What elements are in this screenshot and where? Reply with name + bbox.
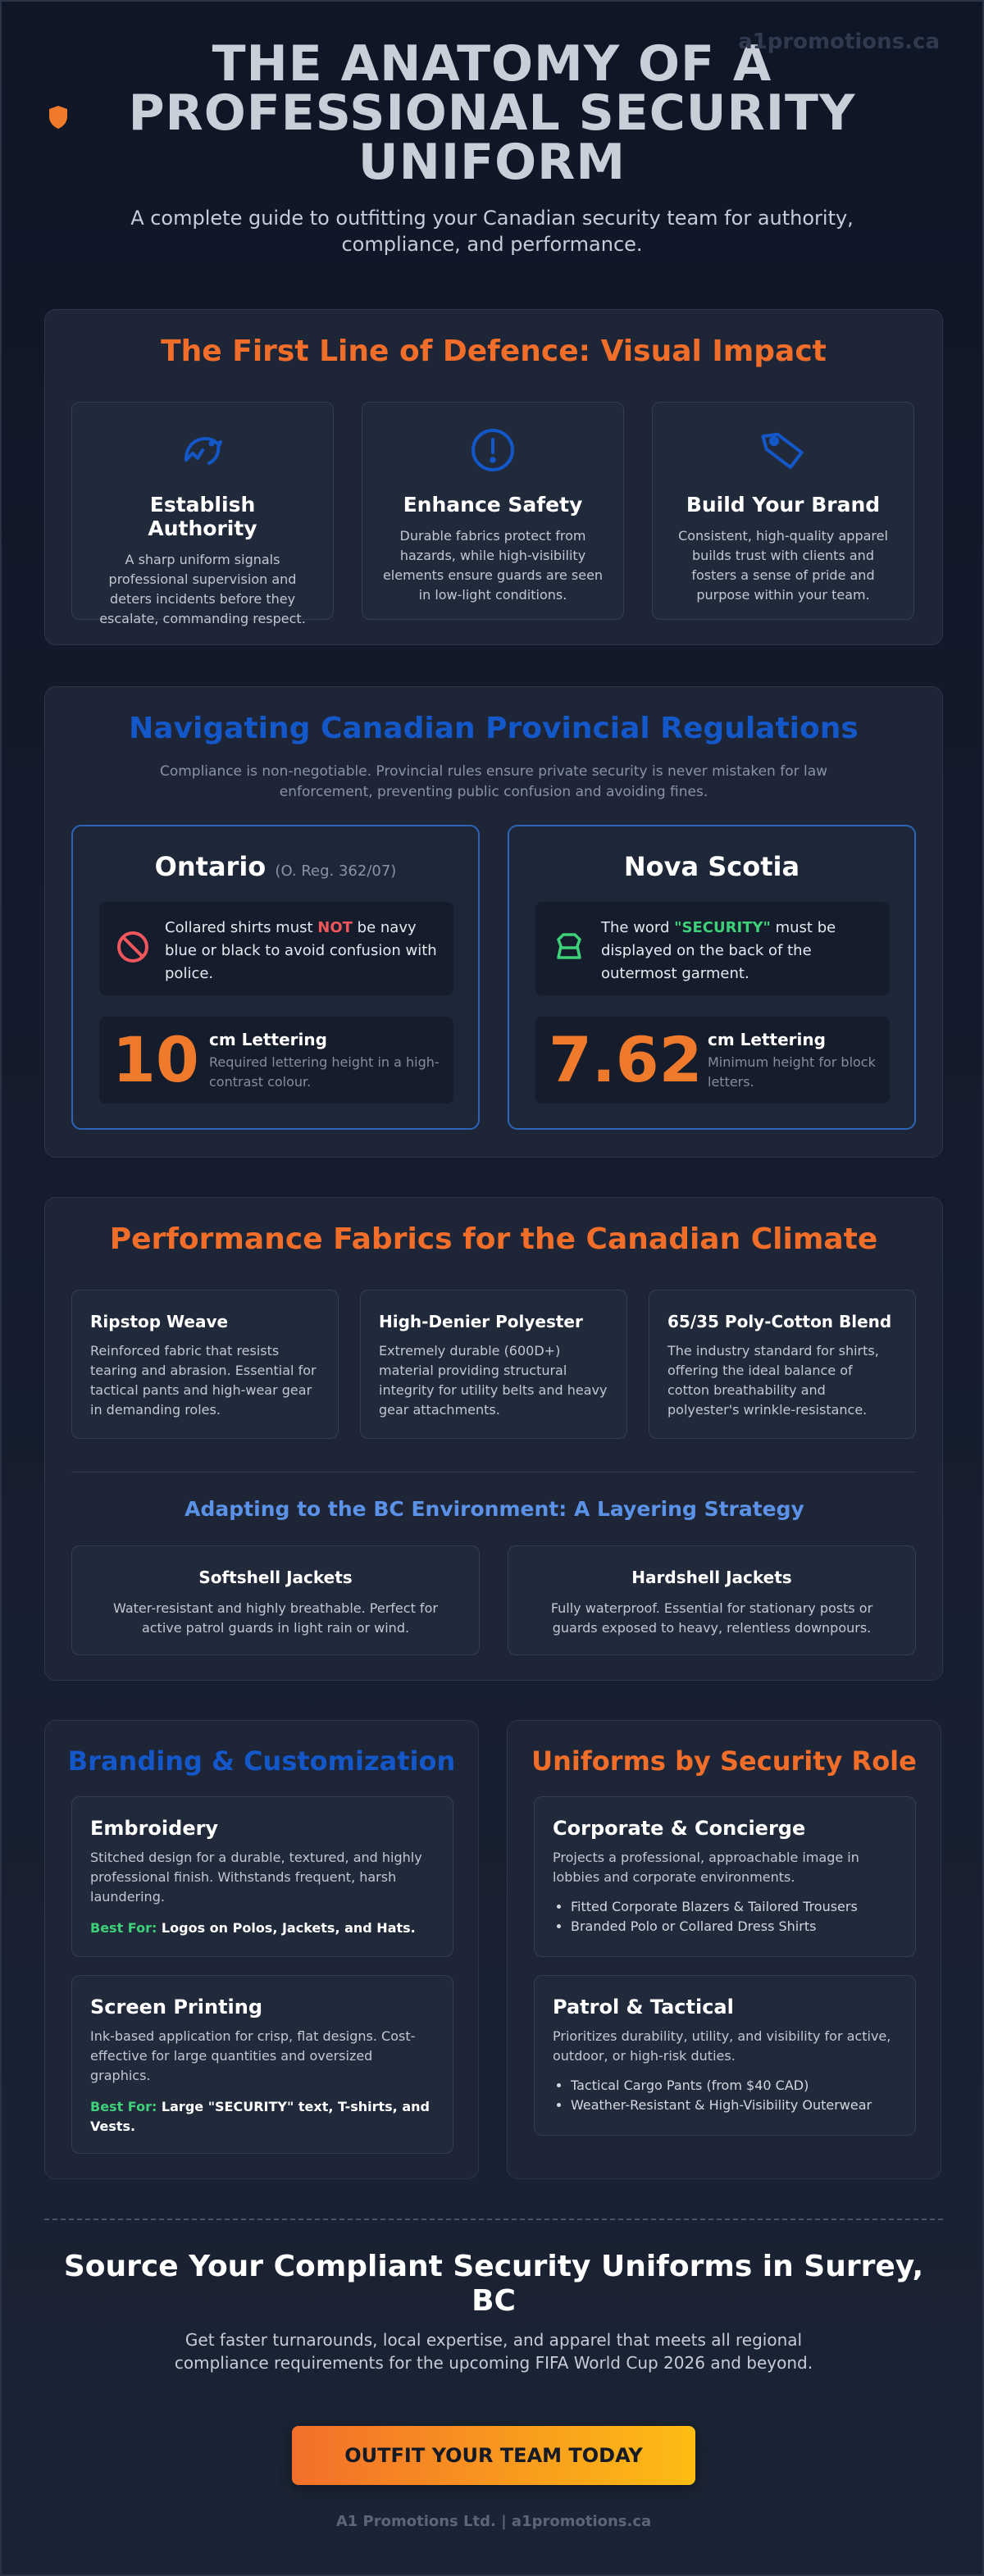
- page-subtitle: A complete guide to outfitting your Canadian security team for authority, compliance, and performance.: [130, 207, 854, 256]
- layer-title: Softshell Jackets: [198, 1568, 353, 1587]
- feature-card-authority: [71, 402, 334, 626]
- layer-text: Fully waterproof. Essential for stationary posts or guards exposed to heavy, relentless downpours.: [550, 1600, 873, 1636]
- role-list: [553, 2076, 897, 2115]
- option-text: Ink-based application for crisp, flat designs. Cost-effective for large quantities and oversized graphics.: [90, 2028, 416, 2083]
- rule-emphasis: "SECURITY": [674, 919, 771, 936]
- outfit-team-button[interactable]: OUTFIT YOUR TEAM TODAY: [292, 2426, 695, 2485]
- role-text: Projects a professional, approachable image in lobbies and corporate environments.: [553, 1850, 859, 1885]
- page-title: THE ANATOMY OF A PROFESSIONAL SECURITY UNIFORM: [128, 35, 856, 191]
- bird-icon: [178, 426, 227, 475]
- feature-title: Build Your Brand: [686, 493, 881, 517]
- feature-card-safety: [362, 402, 624, 620]
- feature-title: Establish Authority: [148, 493, 257, 540]
- role-text: Prioritizes durability, utility, and visibility for active, outdoor, or high-risk duties.: [553, 2028, 891, 2064]
- watermark: a1promotions.ca: [738, 30, 940, 54]
- fabric-text: Extremely durable (600D+) material providing structural integrity for utility belts and heavy gear attachments.: [379, 1343, 608, 1418]
- role-card-patrol: [534, 1975, 916, 2136]
- section-title-roles: Uniforms by Security Role: [531, 1745, 917, 1777]
- option-title: Embroidery: [90, 1817, 219, 1840]
- stat-box: [535, 1017, 890, 1104]
- province-card-ontario: [71, 825, 480, 1130]
- cta-title: Source Your Compliant Security Uniforms in Surrey, BC: [63, 2250, 924, 2318]
- prohibited-icon: [116, 930, 150, 964]
- rule-box: Collared shirts must NOT be navy blue or black to avoid confusion with police.: [99, 902, 453, 995]
- province-card-nova-scotia: [508, 825, 916, 1130]
- rule-box: The word "SECURITY" must be displayed on the back of the outermost garment.: [535, 902, 890, 995]
- feature-text: A sharp uniform signals professional supervision and deters incidents before they escalate, commanding respect.: [99, 552, 306, 626]
- option-title: Screen Printing: [90, 1996, 263, 2018]
- role-title: Corporate & Concierge: [553, 1817, 806, 1840]
- list-item: • Fitted Corporate Blazers & Tailored Trousers: [571, 1897, 897, 1917]
- stat-value: 7.62: [549, 1023, 703, 1096]
- fabric-title: Ripstop Weave: [90, 1312, 229, 1331]
- layer-title: Hardshell Jackets: [631, 1568, 792, 1587]
- layer-card-hardshell: [508, 1545, 916, 1655]
- tag-icon: [758, 426, 808, 475]
- fabric-title: 65/35 Poly-Cotton Blend: [667, 1312, 892, 1331]
- shield-icon: [48, 105, 69, 130]
- footer-credit: A1 Promotions Ltd. | a1promotions.ca: [335, 2513, 652, 2530]
- section-title-fabrics: Performance Fabrics for the Canadian Climate: [109, 1222, 878, 1256]
- list-item: • Weather-Resistant & High-Visibility Outerwear: [571, 2096, 897, 2115]
- regulations-lead: Compliance is non-negotiable. Provincial rules ensure private security is never mistaken for law enforcement, preventing public confusion and avoiding fines.: [159, 763, 828, 800]
- fabric-text: The industry standard for shirts, offering the ideal balance of cotton breathability and polyester's wrinkle-resistance.: [667, 1343, 879, 1418]
- option-text: Stitched design for a durable, textured, and highly professional finish. Withstands frequent, harsh laundering.: [90, 1850, 422, 1905]
- province-name: Nova Scotia: [623, 851, 800, 882]
- list-item: • Tactical Cargo Pants (from $40 CAD): [571, 2076, 897, 2096]
- fabric-card-poly-cotton: [649, 1290, 916, 1439]
- role-list: [553, 1897, 897, 1937]
- fabric-text: Reinforced fabric that resists tearing and abrasion. Essential for tactical pants and high-wear gear in demanding roles.: [90, 1343, 317, 1418]
- option-best-for: Best For: Logos on Polos, Jackets, and Hats.: [90, 1920, 416, 1936]
- rule-emphasis: NOT: [317, 919, 353, 936]
- role-card-corporate: [534, 1796, 916, 1957]
- list-item: • Branded Polo or Collared Dress Shirts: [571, 1917, 897, 1937]
- fabric-card-polyester: [360, 1290, 627, 1439]
- section-title-regulations: Navigating Canadian Provincial Regulations: [129, 712, 859, 745]
- fabric-card-ripstop: [71, 1290, 339, 1439]
- stat-description: Required lettering height in a high-contrast colour.: [209, 1054, 440, 1090]
- vest-icon: [552, 930, 586, 964]
- option-card-screen-printing: [71, 1975, 453, 2154]
- fabric-title: High-Denier Polyester: [379, 1312, 583, 1331]
- stat-label: cm Lettering: [708, 1030, 826, 1049]
- feature-card-brand: [652, 402, 914, 620]
- fabrics-section: [44, 1197, 943, 1681]
- cta-text: Get faster turnarounds, local expertise, and apparel that meets all regional compliance requirements for the upcoming FIFA World Cup 2026 and beyond.: [174, 2330, 813, 2373]
- section-title-branding: Branding & Customization: [67, 1745, 456, 1777]
- branding-section: [44, 1720, 479, 2179]
- feature-title: Enhance Safety: [403, 493, 583, 517]
- roles-section: [507, 1720, 941, 2179]
- option-card-embroidery: [71, 1796, 453, 1957]
- option-best-for: Best For: Large "SECURITY" text, T-shirts, and Vests.: [90, 2099, 430, 2134]
- stat-value: 10: [112, 1023, 199, 1096]
- layer-text: Water-resistant and highly breathable. Perfect for active patrol guards in light rain or wind.: [113, 1600, 438, 1636]
- feature-text: Consistent, high-quality apparel builds trust with clients and fosters a sense of pride and purpose within your team.: [678, 528, 888, 603]
- role-title: Patrol & Tactical: [553, 1996, 734, 2018]
- layering-title: Adapting to the BC Environment: A Layering Strategy: [184, 1497, 804, 1521]
- regulations-section: [44, 686, 943, 1158]
- dashed-divider: [44, 2219, 943, 2220]
- layer-card-softshell: [71, 1545, 480, 1655]
- province-name: Ontario (O. Reg. 362/07): [154, 851, 397, 882]
- regulation-reference: (O. Reg. 362/07): [275, 862, 397, 880]
- visual-impact-section: [44, 309, 943, 645]
- section-title-visual-impact: The First Line of Defence: Visual Impact: [161, 335, 827, 368]
- alert-circle-icon: [468, 426, 517, 475]
- stat-description: Minimum height for block letters.: [708, 1054, 876, 1090]
- stat-box: [99, 1017, 453, 1104]
- stat-label: cm Lettering: [209, 1030, 327, 1049]
- feature-text: Durable fabrics protect from hazards, while high-visibility elements ensure guards are seen in low-light conditions.: [382, 528, 604, 603]
